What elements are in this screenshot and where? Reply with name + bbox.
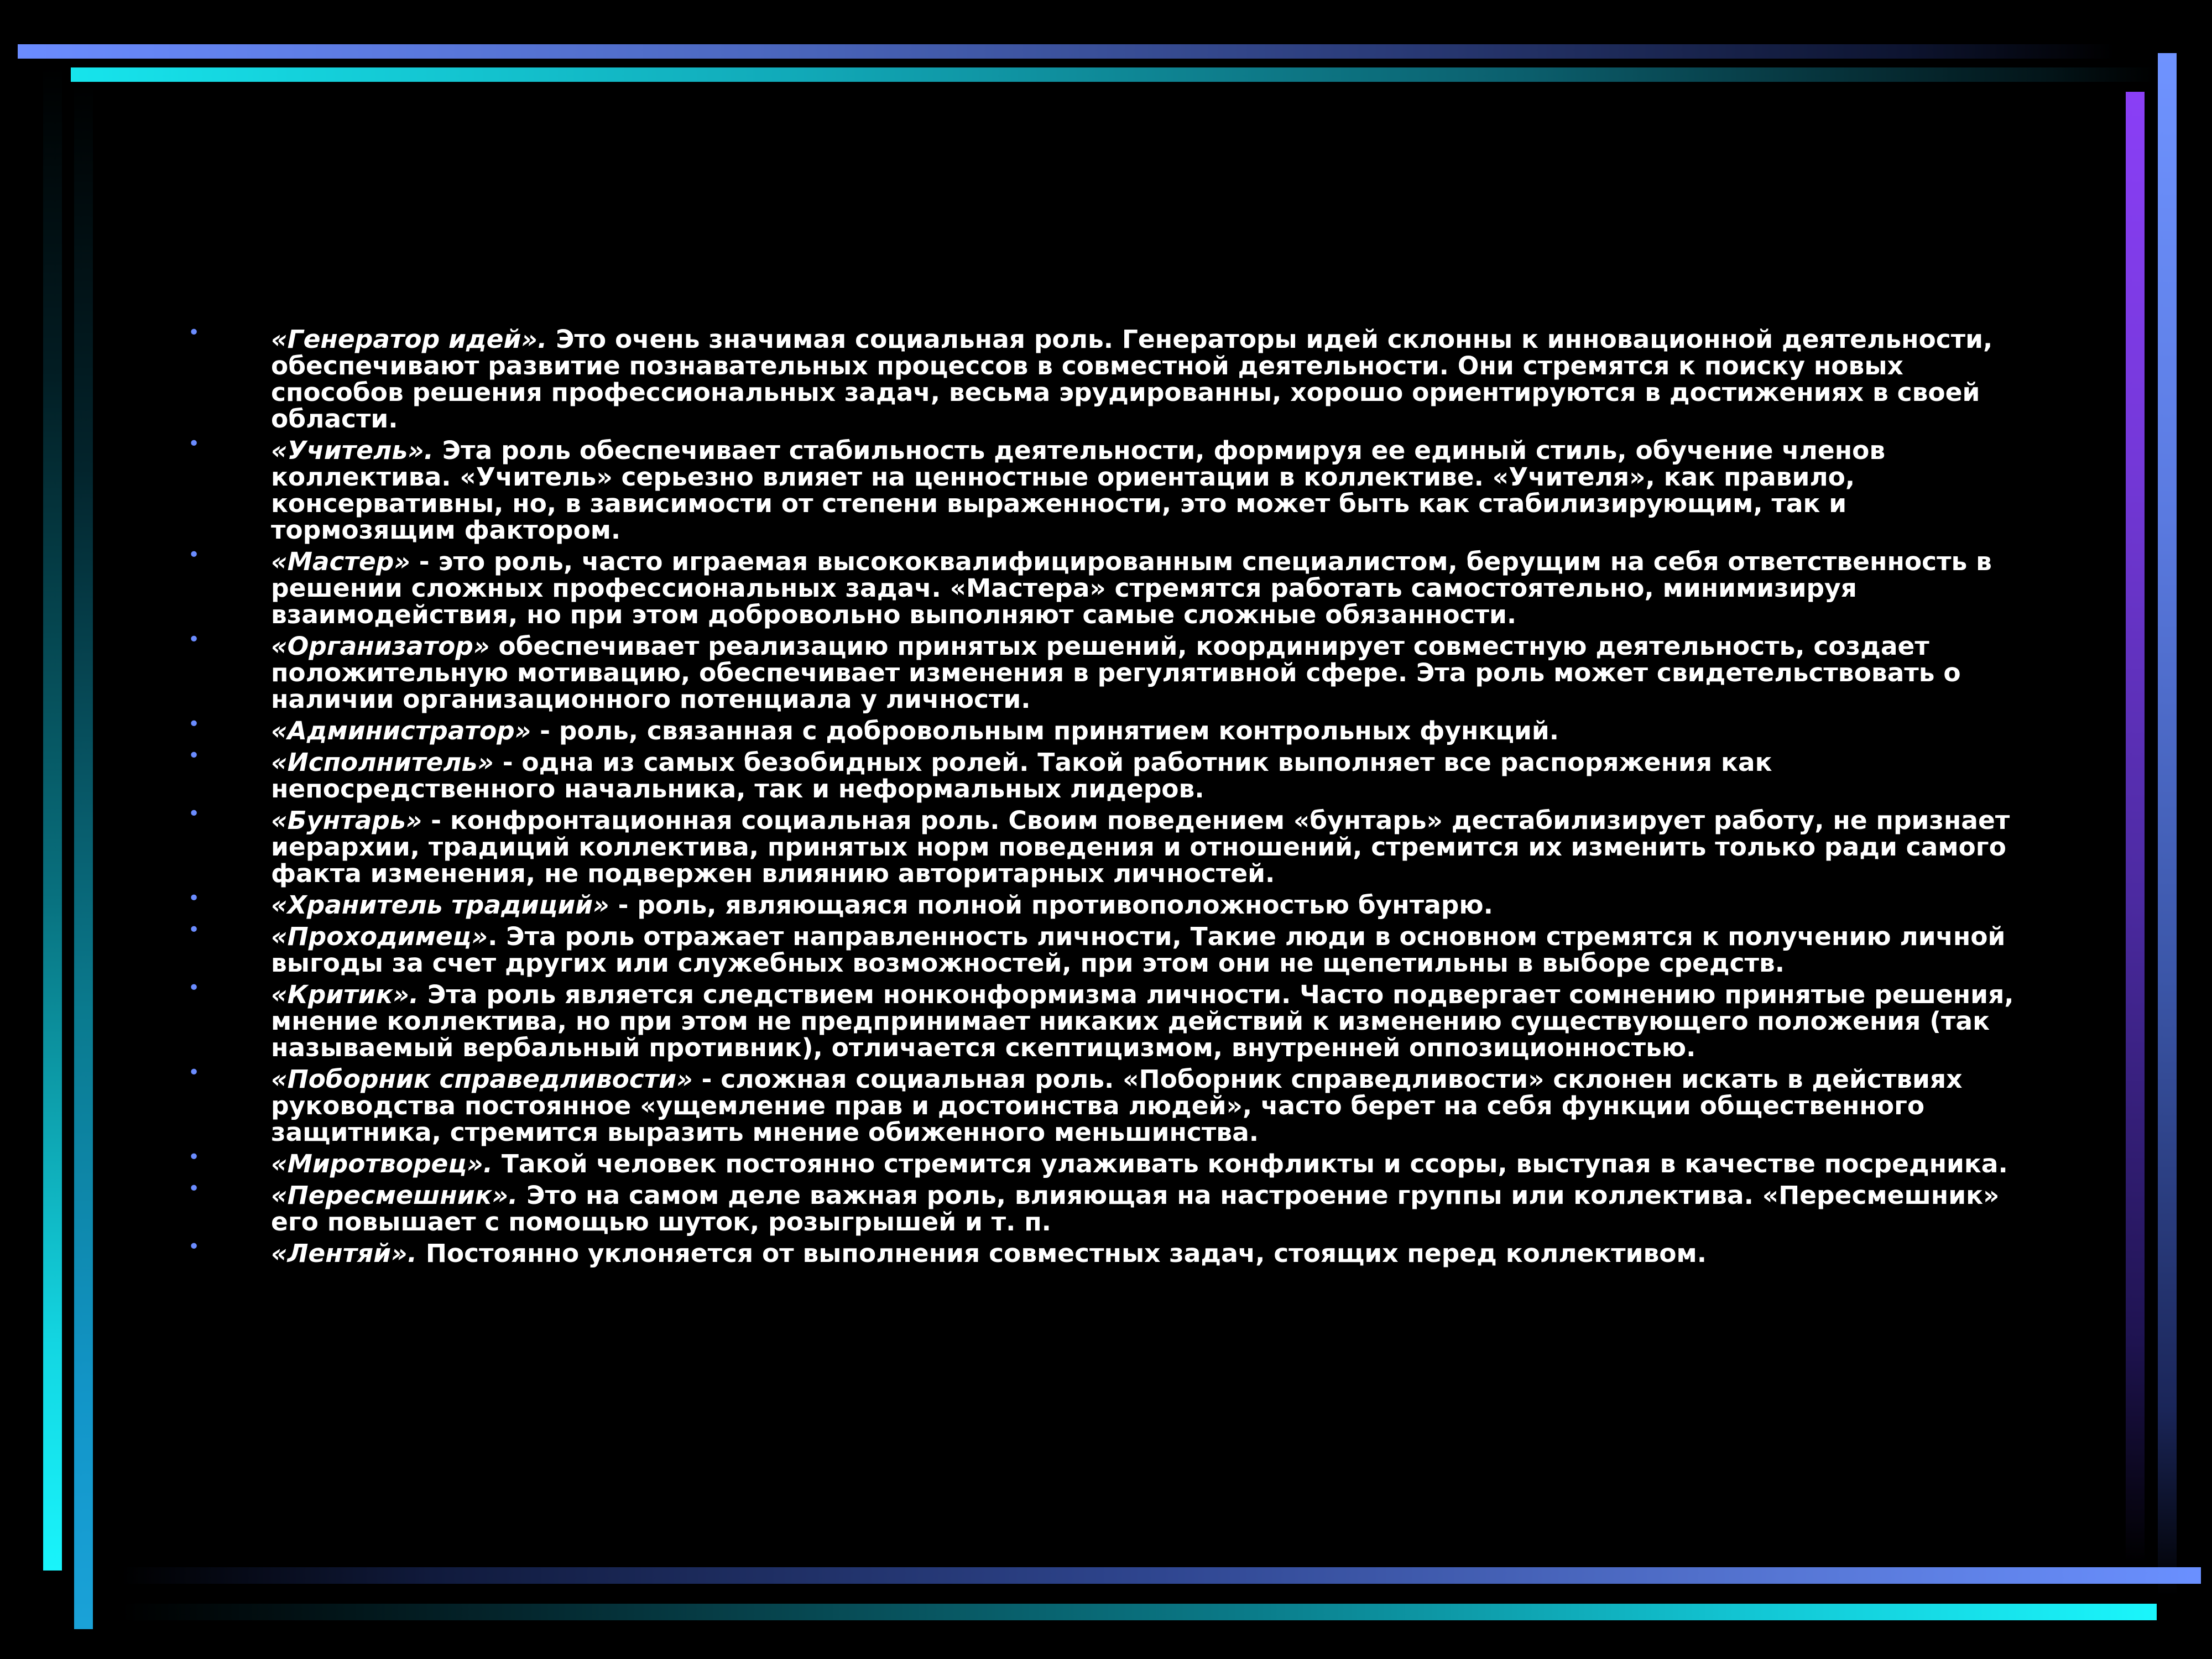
roles-list: [182, 321, 2024, 1268]
role-name: «Миротворец».: [271, 1149, 493, 1178]
role-description: Эта роль обеспечивает стабильность деятельности, формируя ее единый стиль, обучение членов коллектива. «Учитель» серьезно влияет на ценностные ориентации в коллективе. «Учителя», как правило, консервативны, но, в зависимости от степени выраженности, это может быть как стабилизирующим, так и тормозящим фактором.: [271, 436, 1886, 545]
role-name: «Генератор идей».: [271, 325, 547, 354]
bullet-icon: •: [188, 1146, 200, 1168]
list-item: [182, 977, 2024, 1062]
list-item: [182, 1061, 2024, 1147]
frame-bar-top-inner: [71, 67, 2154, 82]
role-description: Такой человек постоянно стремится улаживать конфликты и ссоры, выступая в качестве посредника.: [493, 1149, 2008, 1178]
role-description: - роль, являющаяся полной противоположностью бунтарю.: [609, 890, 1493, 920]
role-name: «Бунтарь»: [271, 806, 422, 835]
bullet-icon: •: [188, 1235, 200, 1258]
role-description: обеспечивает реализацию принятых решений, координирует совместную деятельность, создает положительную мотивацию, обеспечивает изменения в регулятивной сфере. Эта роль может свидетельствовать о наличии организационного потенциала у личности.: [271, 632, 1961, 714]
bullet-icon: •: [188, 887, 200, 910]
role-name: «Проходимец»: [271, 922, 488, 951]
bullet-icon: •: [188, 713, 200, 735]
bullet-icon: •: [188, 802, 200, 825]
bullet-icon: •: [188, 432, 200, 455]
role-description: - конфронтационная социальная роль. Своим поведением «бунтарь» дестабилизирует работу, не признает иерархии, традиций коллектива, принятых норм поведения и отношений, стремится их изменить только ради самого факта изменения, не подвержен влиянию авторитарных личностей.: [271, 806, 2010, 888]
role-description: - это роль, часто играемая высококвалифицированным специалистом, берущим на себя ответственность в решении сложных профессиональных задач. «Мастера» стремятся работать самостоятельно, минимизируя взаимодействия, но при этом добровольно выполняют самые сложные обязанности.: [271, 547, 1992, 629]
frame-bar-bottom-inner: [121, 1604, 2157, 1620]
role-name: «Администратор»: [271, 716, 531, 745]
list-item: [182, 802, 2024, 888]
list-item: [182, 1235, 2024, 1268]
bullet-icon: •: [188, 321, 200, 344]
bullet-icon: •: [188, 744, 200, 767]
role-name: «Организатор»: [271, 632, 490, 661]
list-item: [182, 919, 2024, 978]
frame-bar-top-outer: [18, 44, 2115, 59]
role-description: Это на самом деле важная роль, влияющая на настроение группы или коллектива. «Пересмешник» его повышает с помощью шуток, розыгрышей и т. п.: [271, 1181, 2000, 1237]
list-item: [182, 887, 2024, 920]
frame-bar-left-inner: [74, 82, 93, 1629]
bullet-icon: •: [188, 628, 200, 651]
role-name: «Лентяй».: [271, 1239, 417, 1268]
list-item: [182, 432, 2024, 545]
bullet-icon: •: [188, 544, 200, 566]
list-item: [182, 744, 2024, 804]
list-item: [182, 1177, 2024, 1237]
role-description: - роль, связанная с добровольным принятием контрольных функций.: [531, 716, 1559, 745]
role-name: «Исполнитель»: [271, 748, 494, 777]
role-name: «Пересмешник».: [271, 1181, 518, 1210]
role-name: «Учитель».: [271, 436, 434, 465]
bullet-icon: •: [188, 977, 200, 999]
list-item: [182, 544, 2024, 629]
frame-bar-right-outer: [2158, 53, 2177, 1596]
role-description: - одна из самых безобидных ролей. Такой работник выполняет все распоряжения как непосредственного начальника, так и неформальных лидеров.: [271, 748, 1772, 804]
role-name: «Критик».: [271, 980, 419, 1009]
bullet-icon: •: [188, 1177, 200, 1200]
bullet-icon: •: [188, 919, 200, 941]
slide-content: [182, 321, 2024, 1272]
list-item: [182, 321, 2024, 434]
role-description: . Эта роль отражает направленность личности, Такие люди в основном стремятся к получению личной выгоды за счет других или служебных возможностей, при этом они не щепетильны в выборе средств.: [271, 922, 2006, 978]
list-item: [182, 713, 2024, 745]
frame-bar-bottom-outer: [121, 1567, 2201, 1584]
bullet-icon: •: [188, 1061, 200, 1084]
list-item: [182, 1146, 2024, 1178]
frame-bar-right-inner: [2126, 92, 2145, 1563]
list-item: [182, 628, 2024, 714]
role-description: - сложная социальная роль. «Поборник справедливости» склонен искать в действиях руководства постоянное «ущемление прав и достоинства людей», часто берет на себя функции общественного защитника, стремится выразить мнение обиженного меньшинства.: [271, 1065, 1963, 1147]
role-name: «Мастер»: [271, 547, 410, 576]
role-description: Это очень значимая социальная роль. Генераторы идей склонны к инновационной деятельности, обеспечивают развитие познавательных процессов в совместной деятельности. Они стремятся к поиску новых способов решения профессиональных задач, весьма эрудированны, хорошо ориентируются в достижениях в своей области.: [271, 325, 1993, 434]
role-description: Постоянно уклоняется от выполнения совместных задач, стоящих перед коллективом.: [416, 1239, 1707, 1268]
frame-bar-left-outer: [43, 65, 62, 1571]
role-name: «Поборник справедливости»: [271, 1065, 693, 1094]
role-description: Эта роль является следствием нонконформизма личности. Часто подвергает сомнению принятые решения, мнение коллектива, но при этом не предпринимает никаких действий к изменению существующего положения (так называемый вербальный противник), отличается скептицизмом, внутренней оппозиционностью.: [271, 980, 2014, 1062]
role-name: «Хранитель традиций»: [271, 890, 609, 920]
